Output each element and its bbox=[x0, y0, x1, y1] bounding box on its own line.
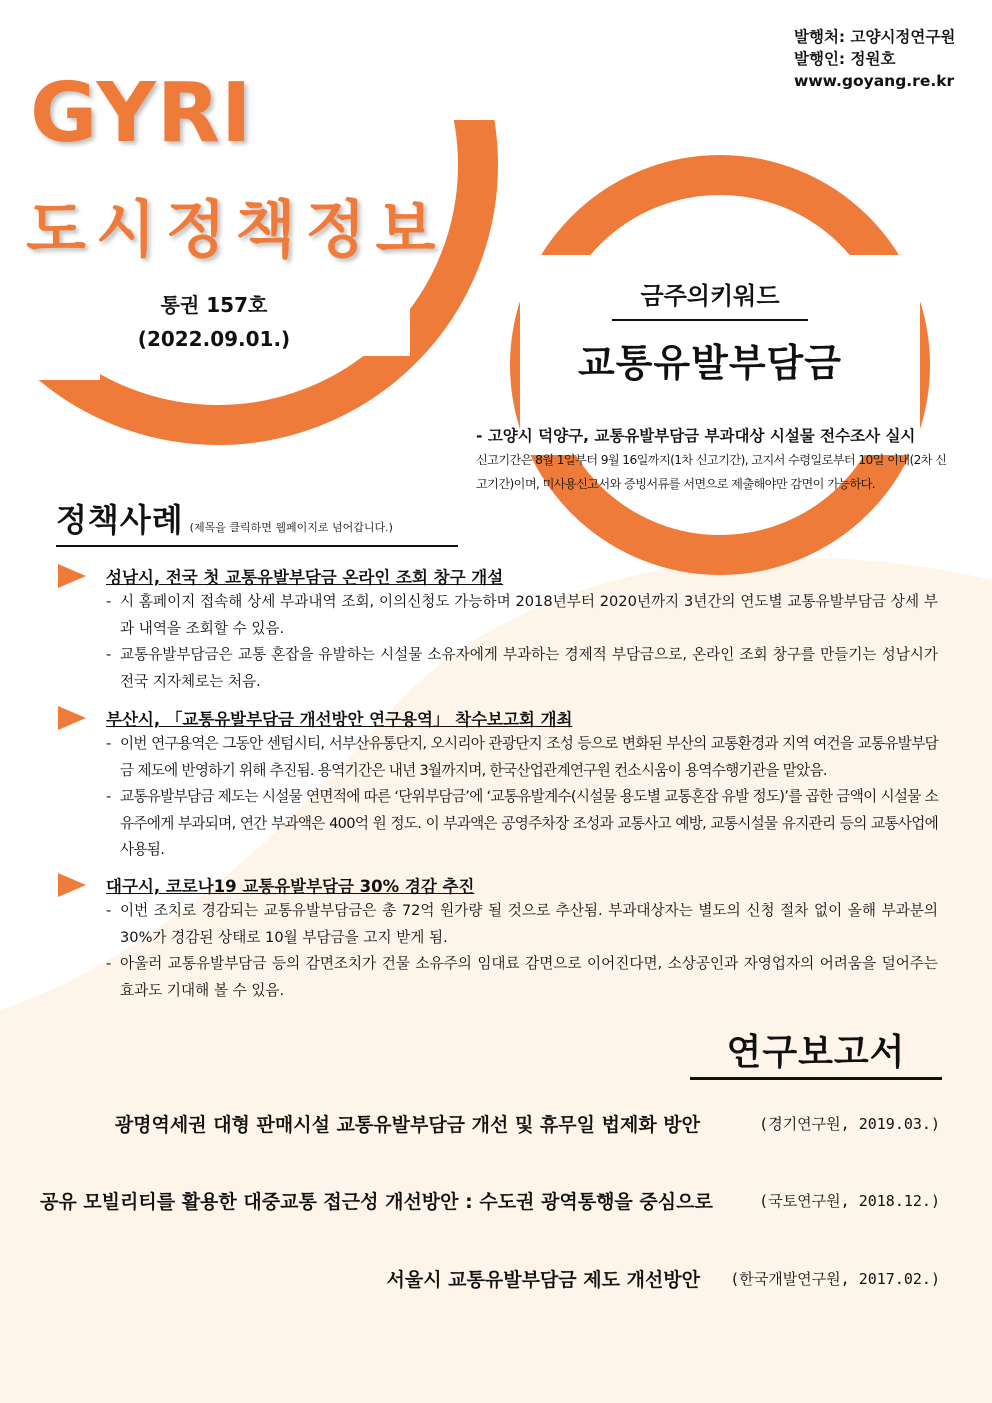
research-heading: 연구보고서 bbox=[690, 1024, 942, 1080]
report-source: (국토연구원, 2018.12.) bbox=[759, 1192, 940, 1210]
report-link[interactable]: 서울시 교통유발부담금 제도 개선방안 bbox=[386, 1269, 700, 1291]
case-title-link[interactable]: 성남시, 전국 첫 교통유발부담금 온라인 조회 창구 개설 bbox=[106, 568, 504, 587]
case-bullet: - 시 홈페이지 접속해 상세 부과내역 조회, 이의신청도 가능하며 2018년부터 2020년까지 3년간의 연도별 교통유발부담금 상세 부과 내역을 조회할 수 있음. bbox=[106, 593, 938, 637]
report-source: (한국개발연구원, 2017.02.) bbox=[730, 1270, 940, 1288]
policy-cases-heading bbox=[56, 495, 458, 547]
report-link[interactable]: 공유 모빌리티를 활용한 대중교통 접근성 개선방안 : 수도권 광역통행을 중심으로 bbox=[40, 1191, 713, 1213]
keyword-title: 교통유발부담금 bbox=[578, 341, 842, 385]
policy-cases-title: 정책사례 bbox=[56, 501, 184, 539]
issue-date: (2022.09.01.) bbox=[137, 327, 291, 351]
report-link[interactable]: 광명역세권 대형 판매시설 교통유발부담금 개선 및 휴무일 법제화 방안 bbox=[114, 1114, 700, 1136]
case-item bbox=[58, 563, 938, 695]
case-bullet-text: 시 홈페이지 접속해 상세 부과내역 조회, 이의신청도 가능하며 2018년부터 2020년까지 3년간의 연도별 교통유발부담금 상세 부과 내역을 조회할 수 있음. bbox=[120, 593, 938, 637]
report-title bbox=[40, 1265, 700, 1292]
triangle-bullet-icon bbox=[58, 564, 86, 588]
keyword-headline: - 고양시 덕양구, 교통유발부담금 부과대상 시설물 전수조사 실시 bbox=[476, 427, 916, 445]
case-bullet: - 교통유발부담금 제도는 시설물 연면적에 따른 ‘단위부담금’에 ‘교통유발계수(시설물 용도별 교통혼잡 유발 정도)’를 곱한 금액이 시설물 소유주에게 부과되며, 연간 부과액은 400억 원 정도. 이 부과액은 공영주차장 조성과 교통사고 예방, 교통시설물 유지관리 등의 교통사업에 사용됨. bbox=[106, 788, 938, 858]
report-source: (경기연구원, 2019.03.) bbox=[759, 1115, 940, 1133]
case-title-row bbox=[58, 563, 938, 589]
case-title-link[interactable]: 부산시, 「교통유발부담금 개선방안 연구용역」 착수보고회 개최 bbox=[106, 710, 573, 729]
case-bullet-text: 교통유발부담금은 교통 혼잡을 유발하는 시설물 소유자에게 부과하는 경제적 부담금으로, 온라인 조회 창구를 만들기는 성남시가 전국 지자체로는 처음. bbox=[120, 646, 938, 690]
triangle-bullet-icon bbox=[58, 706, 86, 730]
case-bullet: - 이번 연구용역은 그동안 센텀시티, 서부산유통단지, 오시리아 관광단지 조성 등으로 변화된 부산의 교통환경과 지역 여건을 교통유발부담금 제도에 반영하기 위해 추진됨. 용역기간은 내년 3월까지며, 한국산업관계연구원 컨소시움이 용역수행기관을 맡았음. bbox=[106, 735, 938, 779]
publisher-info bbox=[794, 26, 955, 92]
case-bullet-text: 교통유발부담금 제도는 시설물 연면적에 따른 ‘단위부담금’에 ‘교통유발계수(시설물 용도별 교통혼잡 유발 정도)’를 곱한 금액이 시설물 소유주에게 부과되며, 연간 부과액은 400억 원 정도. 이 부과액은 공영주차장 조성과 교통사고 예방, 교통시설물 유지관리 등의 교통사업에 사용됨. bbox=[120, 788, 938, 858]
report-title bbox=[40, 1187, 713, 1214]
policy-cases-note: (제목을 클릭하면 웹페이지로 넘어갑니다.) bbox=[189, 521, 393, 534]
website-link[interactable]: www.goyang.re.kr bbox=[794, 72, 955, 90]
case-bullet-text: 아울러 교통유발부담금 등의 감면조치가 건물 소유주의 임대료 감면으로 이어진다면, 소상공인과 자영업자의 어려움을 덜어주는 효과도 기대해 볼 수 있음. bbox=[120, 955, 938, 999]
report-title bbox=[40, 1110, 700, 1137]
case-title-row bbox=[58, 705, 938, 731]
case-bullet-text: 이번 연구용역은 그동안 센텀시티, 서부산유통단지, 오시리아 관광단지 조성 등으로 변화된 부산의 교통환경과 지역 여건을 교통유발부담금 제도에 반영하기 위해 추진됨. 용역기간은 내년 3월까지며, 한국산업관계연구원 컨소시움이 용역수행기관을 맡았음. bbox=[120, 735, 938, 779]
newsletter-title: 도시정책정보 bbox=[26, 193, 446, 266]
case-title-link[interactable]: 대구시, 코로나19 교통유발부담금 30% 경감 추진 bbox=[106, 877, 475, 896]
case-bullet: - 아울러 교통유발부담금 등의 감면조치가 건물 소유주의 임대료 감면으로 이어진다면, 소상공인과 자영업자의 어려움을 덜어주는 효과도 기대해 볼 수 있음. bbox=[106, 955, 938, 999]
case-item bbox=[58, 705, 938, 864]
case-bullet-text: 이번 조치로 경감되는 교통유발부담금은 총 72억 원가량 될 것으로 추산됨. 부과대상자는 별도의 신청 절차 없이 올해 부과분의 30%가 경감된 상태로 10월 부담금을 고지 받게 됨. bbox=[120, 902, 938, 946]
case-title-row bbox=[58, 872, 938, 898]
issue-info bbox=[0, 288, 428, 356]
case-bullet: - 이번 조치로 경감되는 교통유발부담금은 총 72억 원가량 될 것으로 추산됨. 부과대상자는 별도의 신청 절차 없이 올해 부과분의 30%가 경감된 상태로 10월 부담금을 고지 받게 됨. bbox=[106, 902, 938, 946]
case-item bbox=[58, 872, 938, 1004]
case-bullet: - 교통유발부담금은 교통 혼잡을 유발하는 시설물 소유자에게 부과하는 경제적 부담금으로, 온라인 조회 창구를 만들기는 성남시가 전국 지자체로는 처음. bbox=[106, 646, 938, 690]
keyword-label: 금주의키워드 bbox=[612, 276, 808, 321]
publisher-name: 발행인: 정원호 bbox=[794, 50, 896, 68]
triangle-bullet-icon bbox=[58, 873, 86, 897]
keyword-description: 신고기간은 8월 1일부터 9월 16일까지(1차 신고기간), 고지서 수령일로부터 10일 이내(2차 신고기간)이며, 미사용신고서와 증빙서류를 서면으로 제출해야만 감면이 가능하다. bbox=[476, 453, 947, 491]
gyri-logo: GYRI bbox=[30, 66, 253, 161]
issue-volume: 통권 157호 bbox=[160, 293, 268, 317]
issuer: 발행처: 고양시정연구원 bbox=[794, 28, 956, 46]
